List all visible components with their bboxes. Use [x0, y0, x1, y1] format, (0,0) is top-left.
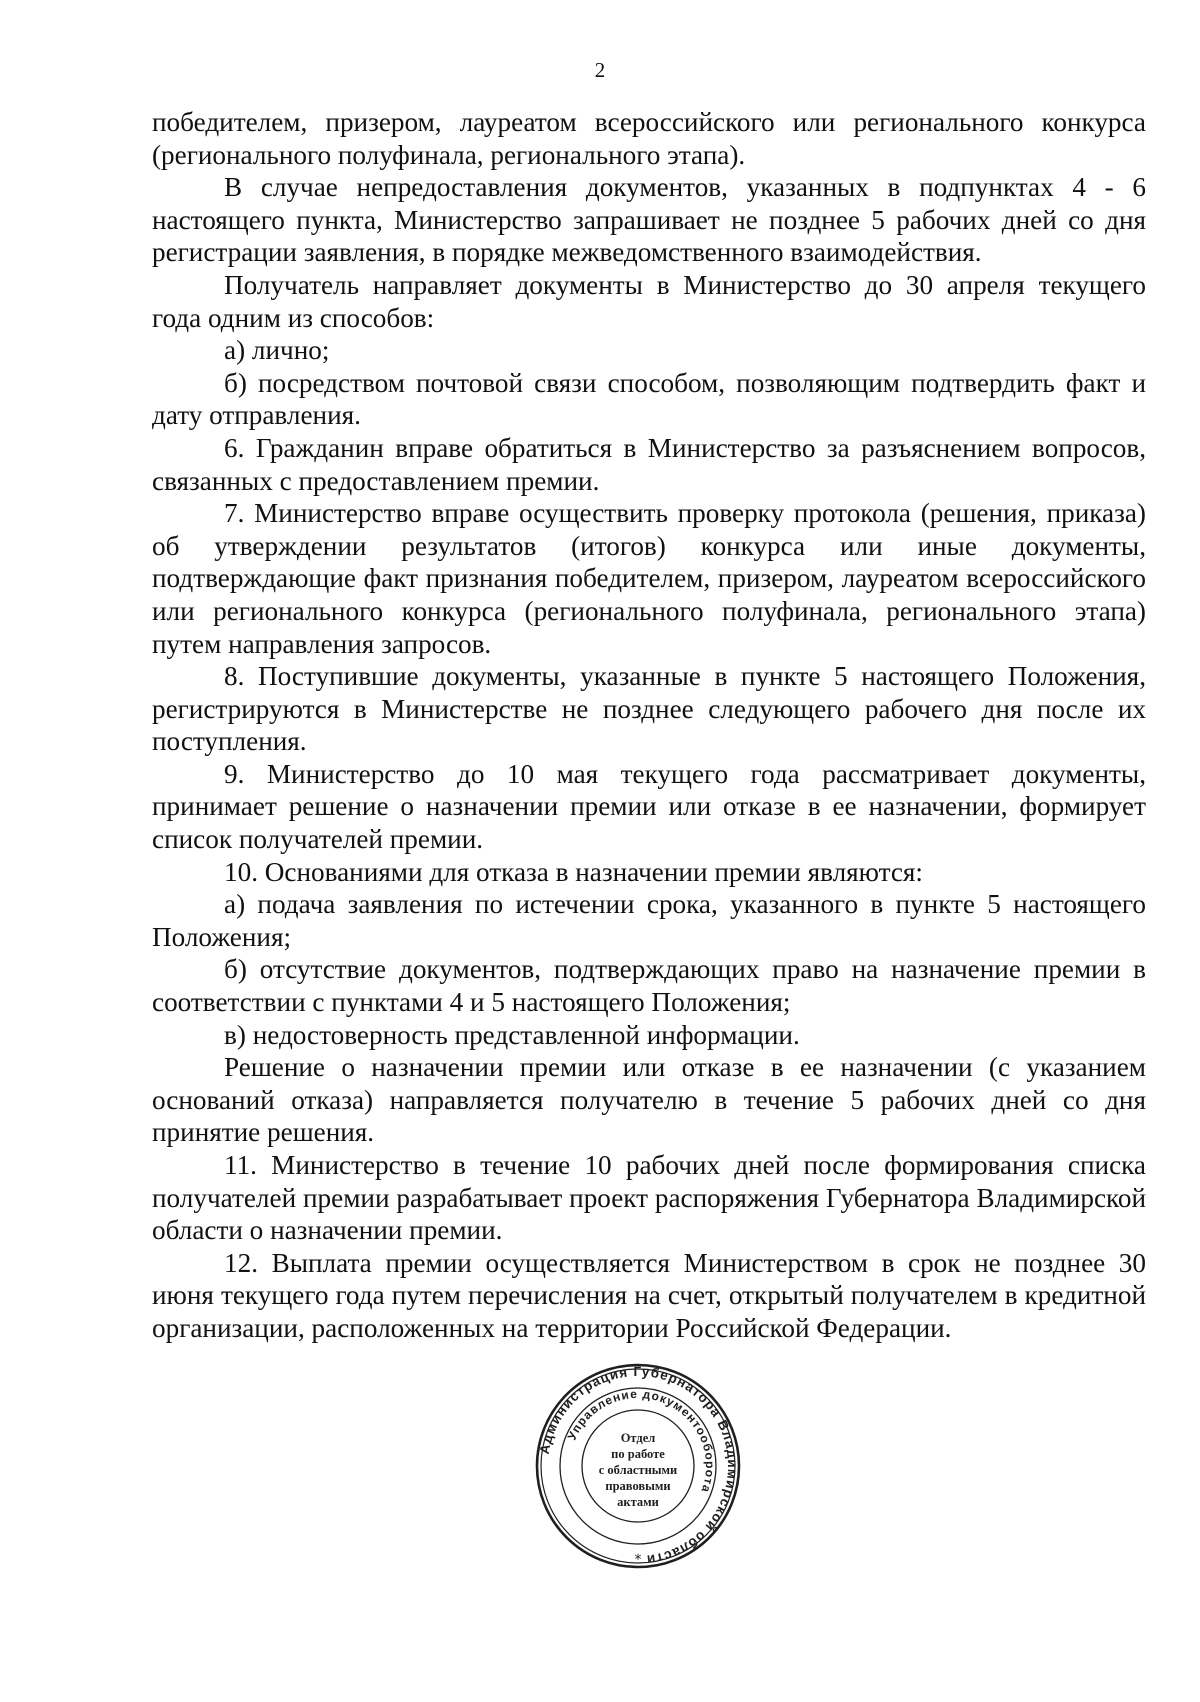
- official-stamp: [534, 1362, 742, 1570]
- paragraph: 6. Гражданин вправе обратиться в Министерство за разъяснением вопросов, связанных с предоставлением премии.: [152, 432, 1146, 496]
- paragraph: б) посредством почтовой связи способом, позволяющим подтвердить факт и дату отправления.: [152, 367, 1146, 431]
- paragraph: В случае непредоставления документов, указанных в подпунктах 4 - 6 настоящего пункта, Министерство запрашивает не позднее 5 рабочих дней со дня регистрации заявления, в порядке межведомственного взаимодействия.: [152, 172, 1146, 268]
- paragraph: в) недостоверность представленной информации.: [224, 1019, 800, 1050]
- stamp-center-line: актами: [617, 1495, 659, 1509]
- paragraph: 11. Министерство в течение 10 рабочих дней после формирования списка получателей премии разрабатывает проект распоряжения Губернатора Владимирской области о назначении премии.: [152, 1150, 1146, 1246]
- stamp-seal-graphic: [534, 1362, 742, 1570]
- paragraph: а) подача заявления по истечении срока, указанного в пункте 5 настоящего Положения;: [152, 889, 1146, 952]
- paragraph: победителем, призером, лауреатом всероссийского или регионального конкурса (регионального полуфинала, регионального этапа).: [152, 107, 1146, 170]
- paragraph: б) отсутствие документов, подтверждающих право на назначение премии в соответствии с пунктами 4 и 5 настоящего Положения;: [152, 954, 1146, 1018]
- paragraph: 8. Поступившие документы, указанные в пункте 5 настоящего Положения, регистрируются в Министерстве не позднее следующего рабочего дня после их поступления.: [152, 661, 1146, 757]
- page-number: 2: [594, 58, 606, 82]
- paragraph: 9. Министерство до 10 мая текущего года рассматривает документы, принимает решение о назначении премии или отказе в ее назначении, формирует список получателей премии.: [152, 758, 1146, 855]
- stamp-center-line: Отдел: [620, 1431, 656, 1445]
- paragraph: 10. Основаниями для отказа в назначении премии являются:: [224, 856, 923, 887]
- stamp-center-line: с областными: [598, 1463, 678, 1477]
- stamp-center-line: по работе: [611, 1447, 665, 1461]
- stamp-inner-ring-text: Управление документооборота: [564, 1386, 718, 1496]
- paragraph: 7. Министерство вправе осуществить проверку протокола (решения, приказа) об утверждении результатов (итогов) конкурса или иные документы, подтверждающие факт признания победителем, призером, лауреатом всероссийского или регионального конкурса (регионального полуфинала, регионального этапа) путем направления запросов.: [152, 498, 1146, 659]
- paragraph: 12. Выплата премии осуществляется Министерством в срок не позднее 30 июня текущего года путем перечисления на счет, открытый получателем в кредитной организации, расположенных на территории Российской Федерации.: [152, 1247, 1146, 1343]
- paragraph: Получатель направляет документы в Министерство до 30 апреля текущего года одним из способов:: [152, 269, 1146, 333]
- document-body: [152, 106, 1146, 1345]
- paragraph: а) лично;: [224, 335, 330, 366]
- paragraph: Решение о назначении премии или отказе в ее назначении (с указанием оснований отказа) направляется получателю в течение 5 рабочих дней со дня принятие решения.: [152, 1052, 1146, 1148]
- stamp-outer-ring-text: Администрация Губернатора Владимирской области: [536, 1363, 741, 1568]
- stamp-center-line: правовыми: [605, 1479, 671, 1493]
- stamp-star-icon: *: [634, 1552, 642, 1568]
